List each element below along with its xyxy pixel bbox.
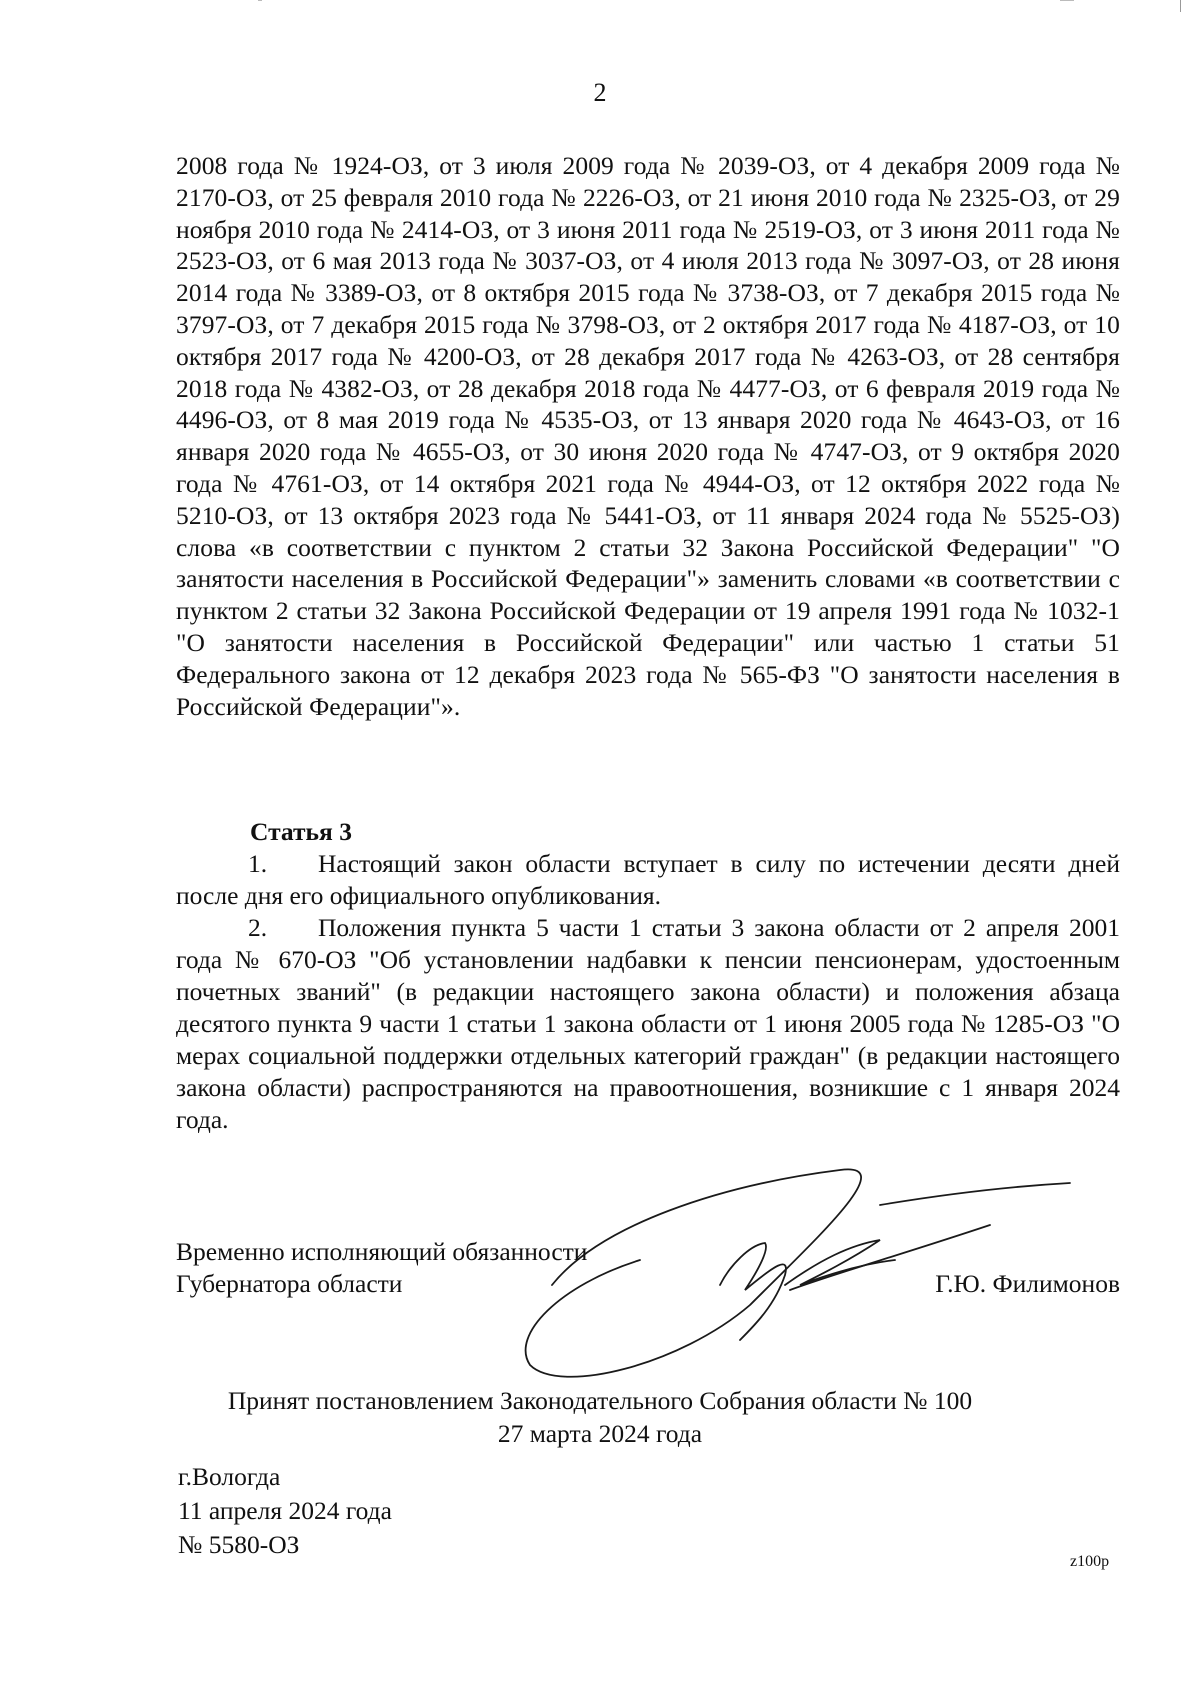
item-text: Положения пункта 5 части 1 статьи 3 закона области от 2 апреля 2001 года № 670-ОЗ "Об установлении надбавки к пенсии пенсионерам, удостоенным почетных званий" (в редакции настоящего закона области) и положения абзаца десятого пункта 9 части 1 статьи 1 закона области от 1 июня 2005 года № 1285-ОЗ "О мерах социальной поддержки отдельных категорий граждан" (в редакции настоящего закона области) распространяются на правоотношения, возникшие с 1 января 2024 года. (176, 913, 1120, 1134)
document-code: z100p (1070, 1553, 1110, 1570)
signature-block (176, 1236, 1120, 1300)
signing-date: 11 апреля 2024 года (178, 1496, 392, 1525)
page-number: 2 (593, 78, 607, 107)
article-item (176, 848, 1120, 912)
law-number: № 5580-ОЗ (178, 1530, 300, 1559)
scan-artifact (1180, 0, 1183, 12)
place-date-block (178, 1460, 392, 1562)
article-items (176, 848, 1120, 1136)
adoption-line2: 27 марта 2024 года (497, 1419, 703, 1448)
law-body-text: 2008 года № 1924-ОЗ, от 3 июля 2009 года № 2039-ОЗ, от 4 декабря 2009 года № 2170-ОЗ, от 25 февраля 2010 года № 2226-ОЗ, от 21 июня 2010 года № 2325-ОЗ, от 29 ноября 2010 года № 2414-ОЗ, от 3 июня 2011 года № 2519-ОЗ, от 3 июня 2011 года № 2523-ОЗ, от 6 мая 2013 года № 3037-ОЗ, от 4 июля 2013 года № 3097-ОЗ, от 28 июня 2014 года № 3389-ОЗ, от 8 октября 2015 года № 3738-ОЗ, от 7 декабря 2015 года № 3797-ОЗ, от 7 декабря 2015 года № 3798-ОЗ, от 2 октября 2017 года № 4187-ОЗ, от 10 октября 2017 года № 4200-ОЗ, от 28 декабря 2017 года № 4263-ОЗ, от 28 сентября 2018 года № 4382-ОЗ, от 28 декабря 2018 года № 4477-ОЗ, от 6 февраля 2019 года № 4496-ОЗ, от 8 мая 2019 года № 4535-ОЗ, от 13 января 2020 года № 4643-ОЗ, от 16 января 2020 года № 4655-ОЗ, от 30 июня 2020 года № 4747-ОЗ, от 9 октября 2020 года № 4761-ОЗ, от 14 октября 2021 года № 4944-ОЗ, от 12 октября 2022 года № 5210-ОЗ, от 13 октября 2023 года № 5441-ОЗ, от 11 января 2024 года № 5525-ОЗ) слова «в соответствии с пунктом 2 статьи 32 Закона Российской Федерации" "О занятости населения в Российской Федерации"» заменить словами «в соответствии с пунктом 2 статьи 32 Закона Российской Федерации от 19 апреля 1991 года № 1032-1 "О занятости населения в Российской Федерации" или частью 1 статьи 51 Федерального закона от 12 декабря 2023 года № 565-ФЗ "О занятости населения в Российской Федерации"». (176, 151, 1120, 721)
signer-title-line1: Временно исполняющий обязанности (176, 1237, 588, 1266)
signer-name: Г.Ю. Филимонов (935, 1269, 1120, 1298)
adoption-note (0, 1384, 1200, 1450)
scan-artifact (258, 0, 262, 7)
article-item (176, 912, 1120, 1136)
item-text: Настоящий закон области вступает в силу по истечении десяти дней после дня его официального опубликования. (176, 849, 1120, 910)
item-number: 1. (248, 849, 268, 878)
item-number: 2. (248, 913, 268, 942)
city: г.Вологда (178, 1462, 281, 1491)
scan-artifact (1060, 0, 1074, 7)
article-title: Статья 3 (250, 817, 352, 846)
adoption-line1: Принят постановлением Законодательного Собрания области № 100 (227, 1386, 973, 1415)
signer-title-line2: Губернатора области (176, 1269, 403, 1298)
